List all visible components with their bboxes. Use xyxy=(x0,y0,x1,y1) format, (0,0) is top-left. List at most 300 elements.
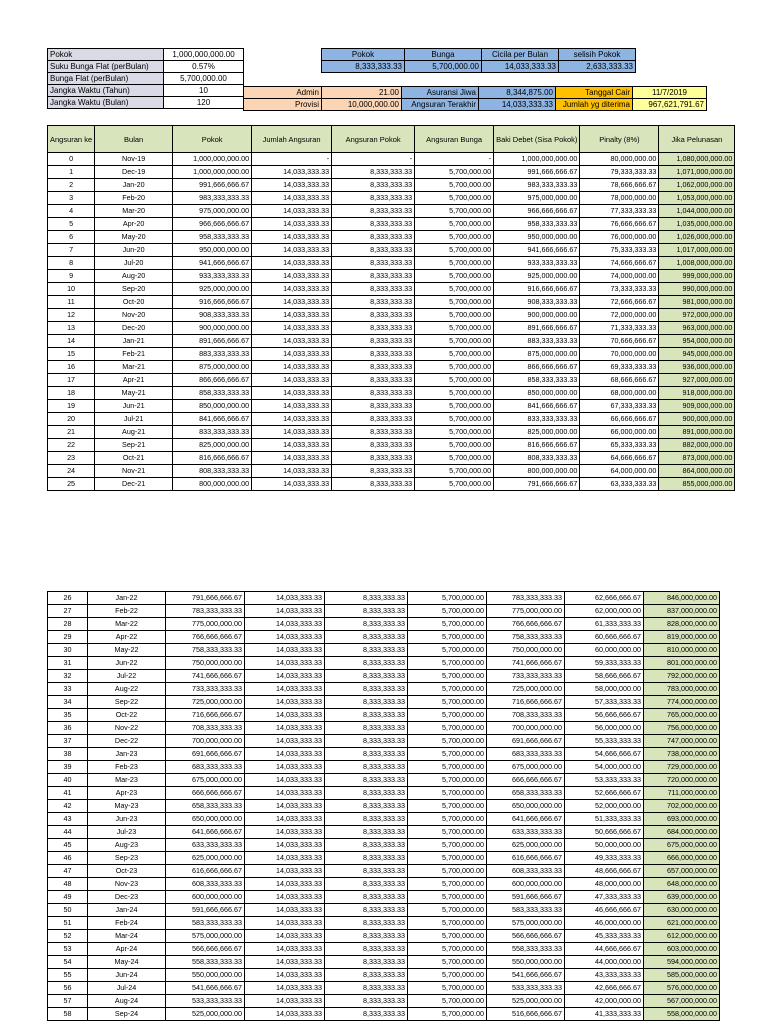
table-cell: May-23 xyxy=(88,800,166,813)
table-cell: 616,666,666.67 xyxy=(166,865,245,878)
table-cell: 8,333,333.33 xyxy=(325,787,408,800)
table-cell: 8,333,333.33 xyxy=(325,839,408,852)
table-cell: 14,033,333.33 xyxy=(252,374,332,387)
table-cell: 59,333,333.33 xyxy=(565,657,644,670)
table-cell: 33 xyxy=(48,683,88,696)
table-cell: Jun-24 xyxy=(88,969,166,982)
table-cell: 5,700,000.00 xyxy=(408,670,487,683)
table-cell: 14,033,333.33 xyxy=(245,618,325,631)
table-cell: 58 xyxy=(48,1008,88,1021)
table-cell: 14,033,333.33 xyxy=(252,309,332,322)
table-cell: 22 xyxy=(48,439,95,452)
table-cell: 841,666,666.67 xyxy=(173,413,252,426)
table-cell: 972,000,000.00 xyxy=(659,309,735,322)
table-cell: 541,666,666.67 xyxy=(487,969,565,982)
table-row xyxy=(48,322,735,335)
table-cell: 14,033,333.33 xyxy=(245,735,325,748)
table-cell: 683,333,333.33 xyxy=(166,761,245,774)
table-cell: 8,333,333.33 xyxy=(325,982,408,995)
table-cell: 61,333,333.33 xyxy=(565,618,644,631)
table-cell: 8,333,333.33 xyxy=(332,218,415,231)
table-cell: 14,033,333.33 xyxy=(252,231,332,244)
table-cell: 791,666,666.67 xyxy=(494,478,580,491)
table-cell: 8,333,333.33 xyxy=(325,748,408,761)
table-cell: 516,666,666.67 xyxy=(487,1008,565,1021)
table-cell: 8,333,333.33 xyxy=(325,995,408,1008)
table-cell: 567,000,000.00 xyxy=(644,995,720,1008)
table-cell: 882,000,000.00 xyxy=(659,439,735,452)
table-cell: 55,333,333.33 xyxy=(565,735,644,748)
table-cell: 990,000,000.00 xyxy=(659,283,735,296)
table-cell: 52,000,000.00 xyxy=(565,800,644,813)
table-cell: 72,000,000.00 xyxy=(580,309,659,322)
table-cell: 801,000,000.00 xyxy=(644,657,720,670)
table-cell: Feb-23 xyxy=(88,761,166,774)
table-cell: 5,700,000.00 xyxy=(408,826,487,839)
table-cell: 14,033,333.33 xyxy=(252,296,332,309)
header-selisih: selisih Pokok xyxy=(559,49,636,61)
table-row xyxy=(48,218,735,231)
table-cell: 5,700,000.00 xyxy=(408,735,487,748)
table-cell: 14,033,333.33 xyxy=(252,218,332,231)
table-cell: 5,700,000.00 xyxy=(408,592,487,605)
table-row xyxy=(48,982,720,995)
table-cell: 8,333,333.33 xyxy=(332,465,415,478)
table-row xyxy=(48,192,735,205)
table-cell: 999,000,000.00 xyxy=(659,270,735,283)
admin-value: 21.00 xyxy=(322,87,402,99)
table-cell: 5,700,000.00 xyxy=(415,257,494,270)
table-cell: 958,333,333.33 xyxy=(173,231,252,244)
table-cell: 792,000,000.00 xyxy=(644,670,720,683)
table-cell: Aug-23 xyxy=(88,839,166,852)
table-cell: 46,000,000.00 xyxy=(565,917,644,930)
table-cell: 8,333,333.33 xyxy=(325,592,408,605)
table-cell: 8,333,333.33 xyxy=(325,761,408,774)
table-cell: - xyxy=(332,153,415,166)
table-cell: 5,700,000.00 xyxy=(408,618,487,631)
table-cell: 558,333,333.33 xyxy=(166,956,245,969)
table-row xyxy=(48,956,720,969)
table-cell: 14,033,333.33 xyxy=(245,696,325,709)
table-cell: 833,333,333.33 xyxy=(173,426,252,439)
table-cell: 708,333,333.33 xyxy=(487,709,565,722)
table-row xyxy=(48,722,720,735)
table-cell: 48,000,000.00 xyxy=(565,878,644,891)
table-cell: 8,333,333.33 xyxy=(325,943,408,956)
table-cell: Apr-23 xyxy=(88,787,166,800)
jangka-bulan-value: 120 xyxy=(164,97,244,109)
table-cell: 600,000,000.00 xyxy=(166,891,245,904)
table-cell: 983,333,333.33 xyxy=(494,179,580,192)
table-cell: 15 xyxy=(48,348,95,361)
table-cell: 53 xyxy=(48,943,88,956)
table-cell: 8,333,333.33 xyxy=(332,296,415,309)
table-cell: 963,000,000.00 xyxy=(659,322,735,335)
table-cell: 816,666,666.67 xyxy=(494,439,580,452)
table-cell: 8,333,333.33 xyxy=(325,969,408,982)
table-cell: 14,033,333.33 xyxy=(252,257,332,270)
table-row xyxy=(48,865,720,878)
table-cell: 725,000,000.00 xyxy=(487,683,565,696)
table-row xyxy=(48,374,735,387)
jumlah-diterima-value: 967,621,791.67 xyxy=(633,99,707,111)
table-cell: 8,333,333.33 xyxy=(332,257,415,270)
table-cell: Jul-20 xyxy=(95,257,173,270)
table-cell: 8,333,333.33 xyxy=(325,657,408,670)
table-cell: 625,000,000.00 xyxy=(487,839,565,852)
table-cell: 65,333,333.33 xyxy=(580,439,659,452)
table-cell: 8,333,333.33 xyxy=(332,335,415,348)
table-cell: 50 xyxy=(48,904,88,917)
table-cell: 585,000,000.00 xyxy=(644,969,720,982)
provisi-label: Provisi xyxy=(244,99,322,111)
table-cell: 5,700,000.00 xyxy=(415,296,494,309)
table-cell: 8,333,333.33 xyxy=(325,917,408,930)
table-cell: 14,033,333.33 xyxy=(245,644,325,657)
table-cell: 774,000,000.00 xyxy=(644,696,720,709)
fees-table xyxy=(243,86,707,111)
table-cell: 756,000,000.00 xyxy=(644,722,720,735)
table-cell: 14,033,333.33 xyxy=(245,813,325,826)
table-cell: Sep-24 xyxy=(88,1008,166,1021)
table-cell: 729,000,000.00 xyxy=(644,761,720,774)
table-cell: 66,666,666.67 xyxy=(580,413,659,426)
table-row xyxy=(48,153,735,166)
table-cell: 791,666,666.67 xyxy=(166,592,245,605)
jangka-bulan-label: Jangka Waktu (Bulan) xyxy=(48,97,164,109)
table-cell: 5,700,000.00 xyxy=(415,166,494,179)
table-cell: 533,333,333.33 xyxy=(166,995,245,1008)
asuransi-value: 8,344,875.00 xyxy=(479,87,556,99)
table-cell: 683,333,333.33 xyxy=(487,748,565,761)
table-cell: 700,000,000.00 xyxy=(166,735,245,748)
table-cell: 43,333,333.33 xyxy=(565,969,644,982)
table-cell: Jul-23 xyxy=(88,826,166,839)
table-cell: 5,700,000.00 xyxy=(415,270,494,283)
table-row xyxy=(48,270,735,283)
table-cell: 1,000,000,000.00 xyxy=(494,153,580,166)
table-cell: 64,000,000.00 xyxy=(580,465,659,478)
table-cell: 5,700,000.00 xyxy=(415,218,494,231)
table-cell: 5,700,000.00 xyxy=(415,322,494,335)
table-cell: 14,033,333.33 xyxy=(245,969,325,982)
table-cell: 864,000,000.00 xyxy=(659,465,735,478)
table-row xyxy=(48,631,720,644)
table-cell: 855,000,000.00 xyxy=(659,478,735,491)
header-pinalty: Pinalty (8%) xyxy=(580,126,659,153)
table-cell: 594,000,000.00 xyxy=(644,956,720,969)
table-cell: 933,333,333.33 xyxy=(494,257,580,270)
table-cell: 658,333,333.33 xyxy=(166,800,245,813)
table-cell: 1,008,000,000.00 xyxy=(659,257,735,270)
loan-summary-table xyxy=(47,48,244,109)
table-cell: Nov-20 xyxy=(95,309,173,322)
table-cell: 3 xyxy=(48,192,95,205)
table-cell: 14,033,333.33 xyxy=(245,930,325,943)
table-cell: 8,333,333.33 xyxy=(332,309,415,322)
table-cell: 666,666,666.67 xyxy=(166,787,245,800)
table-cell: 50,666,666.67 xyxy=(565,826,644,839)
table-cell: Jan-20 xyxy=(95,179,173,192)
table-cell: 900,000,000.00 xyxy=(659,413,735,426)
table-cell: 14,033,333.33 xyxy=(252,283,332,296)
table-cell: Dec-19 xyxy=(95,166,173,179)
table-row xyxy=(48,592,720,605)
table-cell: 8,333,333.33 xyxy=(325,735,408,748)
table-cell: 975,000,000.00 xyxy=(173,205,252,218)
table-cell: Mar-24 xyxy=(88,930,166,943)
table-cell: 1,000,000,000.00 xyxy=(173,153,252,166)
table-cell: 758,333,333.33 xyxy=(166,644,245,657)
table-cell: 837,000,000.00 xyxy=(644,605,720,618)
table-cell: 5 xyxy=(48,218,95,231)
table-cell: 741,666,666.67 xyxy=(487,657,565,670)
table-cell: 14,033,333.33 xyxy=(245,605,325,618)
table-cell: 16 xyxy=(48,361,95,374)
table-cell: 14,033,333.33 xyxy=(252,361,332,374)
table-cell: 8,333,333.33 xyxy=(332,413,415,426)
table-cell: 5,700,000.00 xyxy=(415,374,494,387)
table-cell: 666,000,000.00 xyxy=(644,852,720,865)
jumlah-diterima-label: Jumlah yg diterima xyxy=(556,99,633,111)
table-cell: 750,000,000.00 xyxy=(487,644,565,657)
tanggal-cair-label: Tanggal Cair xyxy=(556,87,633,99)
table-cell: 14,033,333.33 xyxy=(245,774,325,787)
table-cell: 58,000,000.00 xyxy=(565,683,644,696)
table-cell: 693,000,000.00 xyxy=(644,813,720,826)
table-cell: 74,000,000.00 xyxy=(580,270,659,283)
table-cell: Jun-21 xyxy=(95,400,173,413)
table-cell: 576,000,000.00 xyxy=(644,982,720,995)
table-cell: 5,700,000.00 xyxy=(415,192,494,205)
table-cell: Jan-22 xyxy=(88,592,166,605)
table-cell: 31 xyxy=(48,657,88,670)
table-cell: 630,000,000.00 xyxy=(644,904,720,917)
table-row xyxy=(48,413,735,426)
table-row xyxy=(48,1008,720,1021)
table-row xyxy=(48,309,735,322)
table-cell: 14,033,333.33 xyxy=(245,761,325,774)
table-cell: Feb-24 xyxy=(88,917,166,930)
table-cell: 68,666,666.67 xyxy=(580,374,659,387)
table-cell: 54,666,666.67 xyxy=(565,748,644,761)
table-cell: 945,000,000.00 xyxy=(659,348,735,361)
table-cell: 5,700,000.00 xyxy=(408,969,487,982)
table-cell: 908,333,333.33 xyxy=(494,296,580,309)
table-cell: 5,700,000.00 xyxy=(408,878,487,891)
table-row xyxy=(48,335,735,348)
table-row xyxy=(48,465,735,478)
table-cell: 5,700,000.00 xyxy=(415,205,494,218)
header-bulan: Bulan xyxy=(95,126,173,153)
table-cell: 941,666,666.67 xyxy=(173,257,252,270)
table-cell: 35 xyxy=(48,709,88,722)
table-cell: 657,000,000.00 xyxy=(644,865,720,878)
table-cell: Nov-21 xyxy=(95,465,173,478)
table-cell: 958,333,333.33 xyxy=(494,218,580,231)
table-cell: 828,000,000.00 xyxy=(644,618,720,631)
table-cell: 873,000,000.00 xyxy=(659,452,735,465)
value-cicilan: 14,033,333.33 xyxy=(482,61,559,73)
table-cell: 5,700,000.00 xyxy=(408,722,487,735)
table-row xyxy=(48,878,720,891)
table-cell: 8,333,333.33 xyxy=(325,670,408,683)
table-cell: 32 xyxy=(48,670,88,683)
table-cell: 950,000,000.00 xyxy=(494,231,580,244)
table-cell: 8,333,333.33 xyxy=(332,374,415,387)
table-cell: 8,333,333.33 xyxy=(332,192,415,205)
table-cell: 8,333,333.33 xyxy=(325,644,408,657)
table-cell: 56 xyxy=(48,982,88,995)
table-cell: 14,033,333.33 xyxy=(252,478,332,491)
table-cell: 76,666,666.67 xyxy=(580,218,659,231)
table-cell: 5,700,000.00 xyxy=(408,696,487,709)
table-cell: 541,666,666.67 xyxy=(166,982,245,995)
table-cell: 825,000,000.00 xyxy=(173,439,252,452)
table-cell: 925,000,000.00 xyxy=(173,283,252,296)
table-cell: 44 xyxy=(48,826,88,839)
table-cell: 941,666,666.67 xyxy=(494,244,580,257)
table-cell: 883,333,333.33 xyxy=(494,335,580,348)
table-cell: Jan-24 xyxy=(88,904,166,917)
table-cell: 8,333,333.33 xyxy=(332,439,415,452)
table-cell: 76,000,000.00 xyxy=(580,231,659,244)
table-cell: 691,666,666.67 xyxy=(487,735,565,748)
table-cell: Sep-22 xyxy=(88,696,166,709)
value-pokok: 8,333,333.33 xyxy=(322,61,405,73)
table-cell: 14,033,333.33 xyxy=(252,426,332,439)
table-cell: 533,333,333.33 xyxy=(487,982,565,995)
table-cell: 775,000,000.00 xyxy=(166,618,245,631)
table-cell: 891,666,666.67 xyxy=(494,322,580,335)
table-cell: 57 xyxy=(48,995,88,1008)
table-cell: 5,700,000.00 xyxy=(408,709,487,722)
table-cell: 684,000,000.00 xyxy=(644,826,720,839)
table-cell: 63,333,333.33 xyxy=(580,478,659,491)
table-cell: 621,000,000.00 xyxy=(644,917,720,930)
table-cell: 991,666,666.67 xyxy=(494,166,580,179)
table-cell: 29 xyxy=(48,631,88,644)
table-cell: Mar-20 xyxy=(95,205,173,218)
table-cell: 900,000,000.00 xyxy=(173,322,252,335)
table-row xyxy=(48,478,735,491)
table-cell: 810,000,000.00 xyxy=(644,644,720,657)
table-cell: 30 xyxy=(48,644,88,657)
table-cell: 675,000,000.00 xyxy=(644,839,720,852)
table-cell: 8,333,333.33 xyxy=(332,179,415,192)
table-cell: 608,333,333.33 xyxy=(166,878,245,891)
table-cell: 927,000,000.00 xyxy=(659,374,735,387)
table-cell: 14,033,333.33 xyxy=(252,179,332,192)
table-cell: 891,666,666.67 xyxy=(173,335,252,348)
table-cell: 8,333,333.33 xyxy=(332,348,415,361)
table-cell: 566,666,666.67 xyxy=(487,930,565,943)
table-row xyxy=(48,826,720,839)
table-cell: 14,033,333.33 xyxy=(245,709,325,722)
value-bunga: 5,700,000.00 xyxy=(405,61,482,73)
table-cell: 525,000,000.00 xyxy=(487,995,565,1008)
amortization-table-bottom xyxy=(47,591,720,1021)
table-cell: 48 xyxy=(48,878,88,891)
table-cell: Dec-20 xyxy=(95,322,173,335)
table-cell: 766,666,666.67 xyxy=(166,631,245,644)
table-cell: 45,333,333.33 xyxy=(565,930,644,943)
table-row xyxy=(48,761,720,774)
table-cell: 40 xyxy=(48,774,88,787)
tanggal-cair-value: 11/7/2019 xyxy=(633,87,707,99)
table-cell: Apr-21 xyxy=(95,374,173,387)
table-cell: 69,333,333.33 xyxy=(580,361,659,374)
table-cell: Dec-23 xyxy=(88,891,166,904)
table-cell: 8,333,333.33 xyxy=(332,166,415,179)
table-row xyxy=(48,748,720,761)
table-cell: 14,033,333.33 xyxy=(252,322,332,335)
table-cell: 14,033,333.33 xyxy=(245,657,325,670)
table-row xyxy=(48,400,735,413)
table-cell: 733,333,333.33 xyxy=(487,670,565,683)
header-pokok: Pokok xyxy=(173,126,252,153)
table-cell: 918,000,000.00 xyxy=(659,387,735,400)
header-cicilan: Cicila per Bulan xyxy=(482,49,559,61)
table-cell: 1,062,000,000.00 xyxy=(659,179,735,192)
table-cell: 42,000,000.00 xyxy=(565,995,644,1008)
table-row xyxy=(48,439,735,452)
table-cell: Oct-23 xyxy=(88,865,166,878)
table-cell: 841,666,666.67 xyxy=(494,400,580,413)
table-cell: 5,700,000.00 xyxy=(408,631,487,644)
header-bunga: Bunga xyxy=(405,49,482,61)
table-cell: 808,333,333.33 xyxy=(173,465,252,478)
jangka-tahun-value: 10 xyxy=(164,85,244,97)
table-cell: 5,700,000.00 xyxy=(415,309,494,322)
table-cell: 45 xyxy=(48,839,88,852)
table-row xyxy=(48,426,735,439)
table-cell: 5,700,000.00 xyxy=(415,426,494,439)
table-cell: 591,666,666.67 xyxy=(166,904,245,917)
table-cell: 53,333,333.33 xyxy=(565,774,644,787)
suku-bunga-label: Suku Bunga Flat (perBulan) xyxy=(48,61,164,73)
table-cell: Jun-23 xyxy=(88,813,166,826)
table-cell: 14,033,333.33 xyxy=(252,335,332,348)
table-row xyxy=(48,179,735,192)
table-cell: 641,666,666.67 xyxy=(487,813,565,826)
table-cell: 616,666,666.67 xyxy=(487,852,565,865)
table-cell: 8 xyxy=(48,257,95,270)
table-cell: 5,700,000.00 xyxy=(408,605,487,618)
table-cell: 14,033,333.33 xyxy=(245,683,325,696)
table-cell: Mar-21 xyxy=(95,361,173,374)
table-cell: 1,071,000,000.00 xyxy=(659,166,735,179)
table-cell: 60,666,666.67 xyxy=(565,631,644,644)
table-cell: 600,000,000.00 xyxy=(487,878,565,891)
table-cell: 44,666,666.67 xyxy=(565,943,644,956)
table-cell: Dec-21 xyxy=(95,478,173,491)
header-angsuran-bunga: Angsuran Bunga xyxy=(415,126,494,153)
table-cell: 8,333,333.33 xyxy=(325,826,408,839)
table-cell: Oct-22 xyxy=(88,709,166,722)
table-cell: 8,333,333.33 xyxy=(325,605,408,618)
table-cell: 54,000,000.00 xyxy=(565,761,644,774)
table-cell: 79,333,333.33 xyxy=(580,166,659,179)
table-cell: 691,666,666.67 xyxy=(166,748,245,761)
table-cell: 738,000,000.00 xyxy=(644,748,720,761)
table-row xyxy=(48,387,735,400)
table-row xyxy=(48,813,720,826)
table-cell: 5,700,000.00 xyxy=(408,982,487,995)
table-cell: 5,700,000.00 xyxy=(415,244,494,257)
table-cell: Apr-20 xyxy=(95,218,173,231)
